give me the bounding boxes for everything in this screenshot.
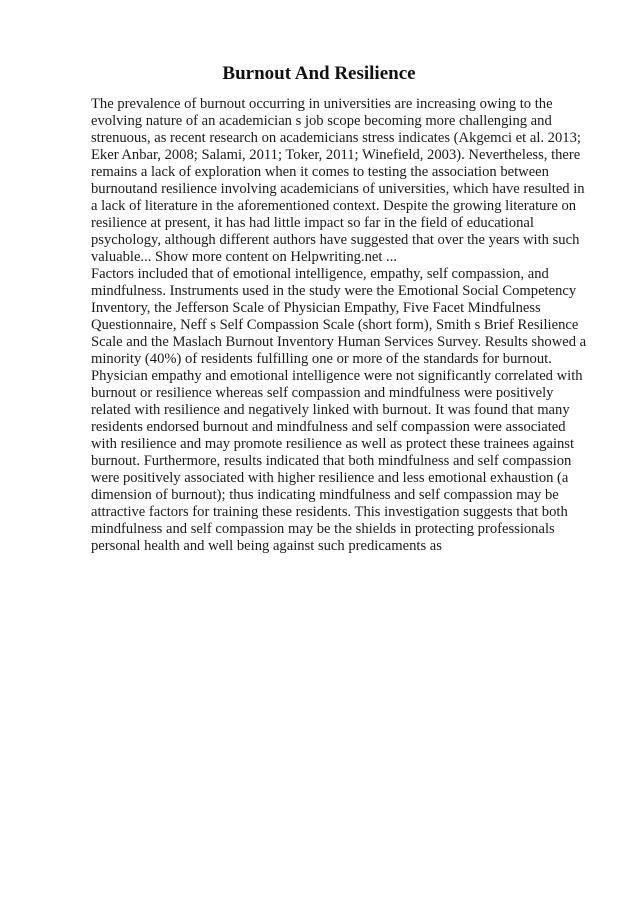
body-line: personal health and well being against such predicaments as bbox=[91, 538, 442, 554]
body-line: psychology, although different authors have suggested that over the years with such bbox=[91, 232, 580, 248]
body-line: resilience at present, it has had little impact so far in the field of educational bbox=[91, 215, 534, 231]
body-line: strenuous, as recent research on academicians stress indicates (Akgemci et al. 2013; bbox=[91, 130, 581, 146]
body-line: Eker Anbar, 2008; Salami, 2011; Toker, 2011; Winefield, 2003). Nevertheless, there bbox=[91, 147, 581, 163]
page-title: Burnout And Resilience bbox=[222, 63, 416, 84]
body-line: dimension of burnout); thus indicating mindfulness and self compassion may be bbox=[91, 487, 559, 503]
body-line: valuable... Show more content on Helpwriting.net ... bbox=[91, 249, 397, 265]
body-line: residents endorsed burnout and mindfulness and self compassion were associated bbox=[91, 419, 566, 435]
body-line: evolving nature of an academician s job scope becoming more challenging and bbox=[91, 113, 552, 129]
body-line: a lack of literature in the aforementioned context. Despite the growing literature on bbox=[91, 198, 577, 214]
body-line: The prevalence of burnout occurring in universities are increasing owing to the bbox=[91, 96, 553, 112]
body-line: mindfulness and self compassion may be the shields in protecting professionals bbox=[91, 521, 555, 537]
body-line: Factors included that of emotional intelligence, empathy, self compassion, and bbox=[91, 266, 549, 282]
body-line: mindfulness. Instruments used in the study were the Emotional Social Competency bbox=[91, 283, 577, 299]
body-line: Physician empathy and emotional intelligence were not significantly correlated with bbox=[91, 368, 583, 384]
body-line: minority (40%) of residents fulfilling one or more of the standards for burnout. bbox=[91, 351, 552, 367]
body-line: Questionnaire, Neff s Self Compassion Scale (short form), Smith s Brief Resilience bbox=[91, 317, 579, 333]
body-line: related with resilience and negatively linked with burnout. It was found that many bbox=[91, 402, 570, 418]
body-line: burnout or resilience whereas self compassion and mindfulness were positively bbox=[91, 385, 554, 401]
body-line: burnout. Furthermore, results indicated that both mindfulness and self compassion bbox=[91, 453, 572, 469]
body-line: burnoutand resilience involving academicians of universities, which have resulted in bbox=[91, 181, 585, 197]
body-line: were positively associated with higher resilience and less emotional exhaustion (a bbox=[91, 470, 569, 486]
body-line: Inventory, the Jefferson Scale of Physician Empathy, Five Facet Mindfulness bbox=[91, 300, 541, 316]
body-line: Scale and the Maslach Burnout Inventory Human Services Survey. Results showed a bbox=[91, 334, 587, 350]
body-line: with resilience and may promote resilience as well as protect these trainees against bbox=[91, 436, 575, 452]
body-line: remains a lack of exploration when it comes to testing the association between bbox=[91, 164, 549, 180]
body-line: attractive factors for training these residents. This investigation suggests that both bbox=[91, 504, 568, 520]
